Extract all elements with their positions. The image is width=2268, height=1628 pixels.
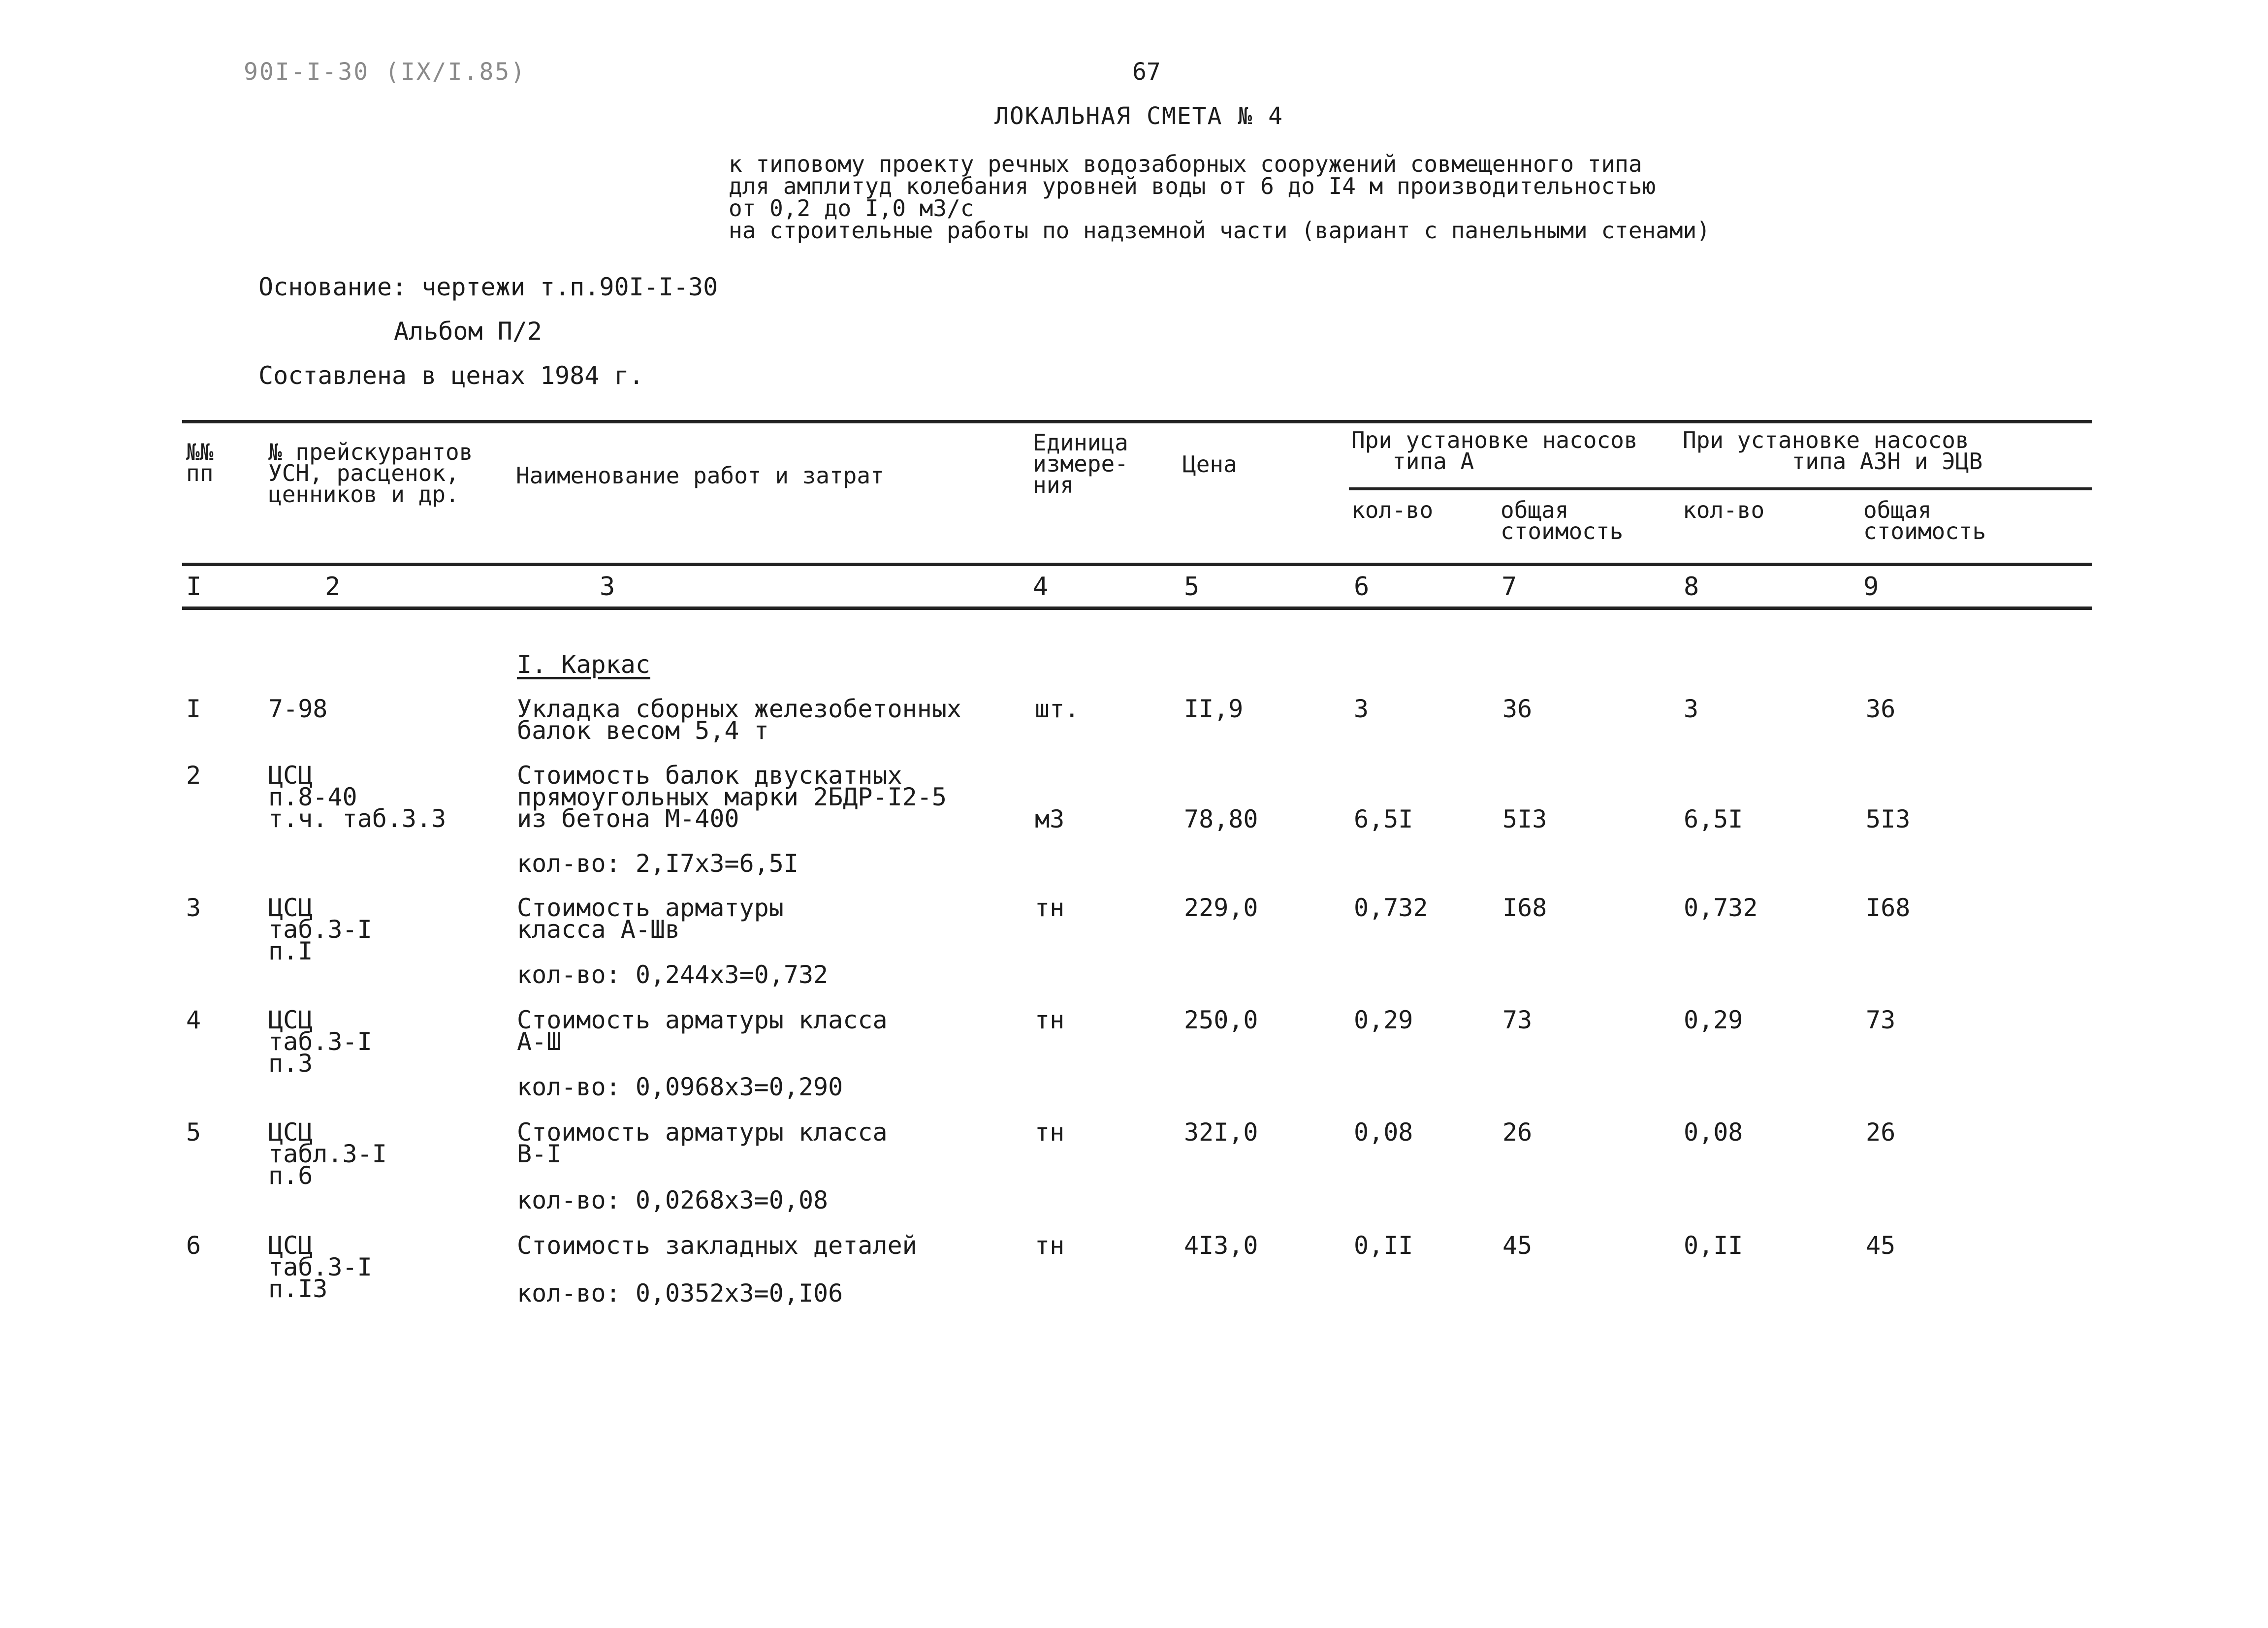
- row-code: ЦСЦ таб.3-I п.I3: [268, 1231, 372, 1303]
- row-name: Укладка сборных железобетонных балок весом 5,4 т: [517, 695, 962, 745]
- header-cost-a: общая стоимость: [1501, 497, 1624, 544]
- row-price: II,9: [1184, 695, 1244, 723]
- row-name: Стоимость балок двускатных прямоугольных марки 2БДР-I2-5 из бетона М-400: [517, 761, 947, 833]
- row-cost-b: 36: [1866, 695, 1896, 723]
- row-num: 5: [186, 1118, 201, 1147]
- row-code: 7-98: [268, 695, 328, 723]
- row-cost-b: 73: [1866, 1006, 1896, 1034]
- row-qty-a: 3: [1354, 695, 1369, 723]
- row-unit: тн: [1035, 1231, 1065, 1260]
- row-price: 250,0: [1184, 1006, 1258, 1034]
- row-num: 3: [186, 894, 201, 922]
- header-code: № прейскурантов УСН, расценок, ценников и др.: [268, 439, 473, 508]
- row-name: Стоимость арматуры класса А-Шв: [517, 894, 784, 944]
- basis-drawings: Основание: чертежи т.п.90I-I-30: [258, 273, 718, 301]
- row-name: Стоимость арматуры класса А-Ш: [517, 1006, 888, 1056]
- header-group-a: При установке насосов типа А: [1351, 427, 1638, 475]
- row-qty-b: 0,II: [1684, 1231, 1743, 1260]
- row-unit: м3: [1035, 805, 1065, 833]
- row-num: 2: [186, 761, 201, 790]
- row-quantity-calc: кол-во: 0,0268х3=0,08: [517, 1186, 829, 1214]
- column-number: 8: [1684, 572, 1699, 602]
- row-num: 6: [186, 1231, 201, 1260]
- row-quantity-calc: кол-во: 0,0352х3=0,I06: [517, 1279, 843, 1308]
- column-number: 6: [1354, 572, 1370, 602]
- row-code: ЦСЦ таб.3-I п.3: [268, 1006, 372, 1078]
- row-unit: тн: [1035, 894, 1065, 922]
- row-cost-a: 45: [1502, 1231, 1533, 1260]
- row-price: 4I3,0: [1184, 1231, 1258, 1260]
- row-num: I: [186, 695, 201, 723]
- row-cost-b: 5I3: [1866, 805, 1911, 833]
- row-cost-b: 45: [1866, 1231, 1896, 1260]
- column-number: 7: [1501, 572, 1517, 602]
- table-top-rule: [182, 420, 2092, 423]
- row-quantity-calc: кол-во: 0,0968х3=0,290: [517, 1073, 843, 1101]
- column-number: 9: [1863, 572, 1879, 602]
- row-price: 229,0: [1184, 894, 1258, 922]
- subtitle-line: для амплитуд колебания уровней воды от 6 до I4 м производительностью: [729, 173, 1656, 199]
- header-unit: Единица измере- ния: [1033, 429, 1128, 498]
- row-unit: тн: [1035, 1006, 1065, 1034]
- row-cost-a: 73: [1502, 1006, 1533, 1034]
- row-qty-a: 0,08: [1354, 1118, 1413, 1147]
- table-header-top-rule: [182, 563, 2092, 566]
- row-price: 32I,0: [1184, 1118, 1258, 1147]
- row-price: 78,80: [1184, 805, 1258, 833]
- subtitle-line: от 0,2 до I,0 м3/с: [729, 195, 974, 222]
- row-cost-a: 5I3: [1502, 805, 1547, 833]
- row-quantity-calc: кол-во: 0,244х3=0,732: [517, 960, 829, 989]
- column-number: 5: [1184, 572, 1200, 602]
- row-code: ЦСЦ табл.3-I п.6: [268, 1118, 387, 1190]
- page-number: 67: [1132, 58, 1161, 86]
- document-title: ЛОКАЛЬНАЯ СМЕТА № 4: [994, 102, 1284, 130]
- row-qty-a: 0,732: [1354, 894, 1428, 922]
- column-number: 2: [325, 572, 341, 602]
- row-quantity-calc: кол-во: 2,I7х3=6,5I: [517, 849, 799, 878]
- header-cost-b: общая стоимость: [1863, 497, 1986, 544]
- row-cost-a: 36: [1502, 695, 1533, 723]
- row-qty-a: 6,5I: [1354, 805, 1413, 833]
- row-qty-a: 0,II: [1354, 1231, 1413, 1260]
- header-name: Наименование работ и затрат: [516, 462, 884, 489]
- row-qty-a: 0,29: [1354, 1006, 1413, 1034]
- header-qty-b: кол-во: [1683, 497, 1765, 523]
- basis-prices: Составлена в ценах 1984 г.: [258, 361, 644, 390]
- row-unit: шт.: [1035, 695, 1080, 723]
- row-qty-b: 0,08: [1684, 1118, 1743, 1147]
- row-code: ЦСЦ п.8-40 т.ч. таб.3.3: [268, 761, 447, 833]
- header-price: Цена: [1182, 451, 1237, 478]
- row-name: Стоимость закладных деталей: [517, 1231, 917, 1260]
- column-number: 3: [600, 572, 615, 602]
- header-num: №№ пп: [186, 439, 214, 486]
- document-code: 90I-I-30 (IX/I.85): [244, 58, 527, 86]
- row-cost-b: 26: [1866, 1118, 1896, 1147]
- column-numbers-rule: [182, 607, 2092, 610]
- row-num: 4: [186, 1006, 201, 1034]
- row-code: ЦСЦ таб.3-I п.I: [268, 894, 372, 965]
- column-number: 4: [1033, 572, 1049, 602]
- header-qty-a: кол-во: [1351, 497, 1434, 523]
- row-cost-a: I68: [1502, 894, 1547, 922]
- subtitle-line: на строительные работы по надземной части (вариант с панельными стенами): [729, 217, 1710, 244]
- section-title: I. Каркас: [517, 650, 650, 679]
- row-name: Стоимость арматуры класса В-I: [517, 1118, 888, 1168]
- basis-album: Альбом П/2: [394, 317, 543, 346]
- row-qty-b: 3: [1684, 695, 1699, 723]
- column-number: I: [186, 572, 202, 602]
- row-qty-b: 6,5I: [1684, 805, 1743, 833]
- row-cost-a: 26: [1502, 1118, 1533, 1147]
- group-header-rule: [1349, 487, 2092, 490]
- row-qty-b: 0,29: [1684, 1006, 1743, 1034]
- header-group-b: При установке насосов типа АЗН и ЭЦВ: [1683, 427, 1983, 475]
- subtitle-line: к типовому проекту речных водозаборных сооружений совмещенного типа: [729, 151, 1642, 177]
- row-cost-b: I68: [1866, 894, 1911, 922]
- row-qty-b: 0,732: [1684, 894, 1758, 922]
- row-unit: тн: [1035, 1118, 1065, 1147]
